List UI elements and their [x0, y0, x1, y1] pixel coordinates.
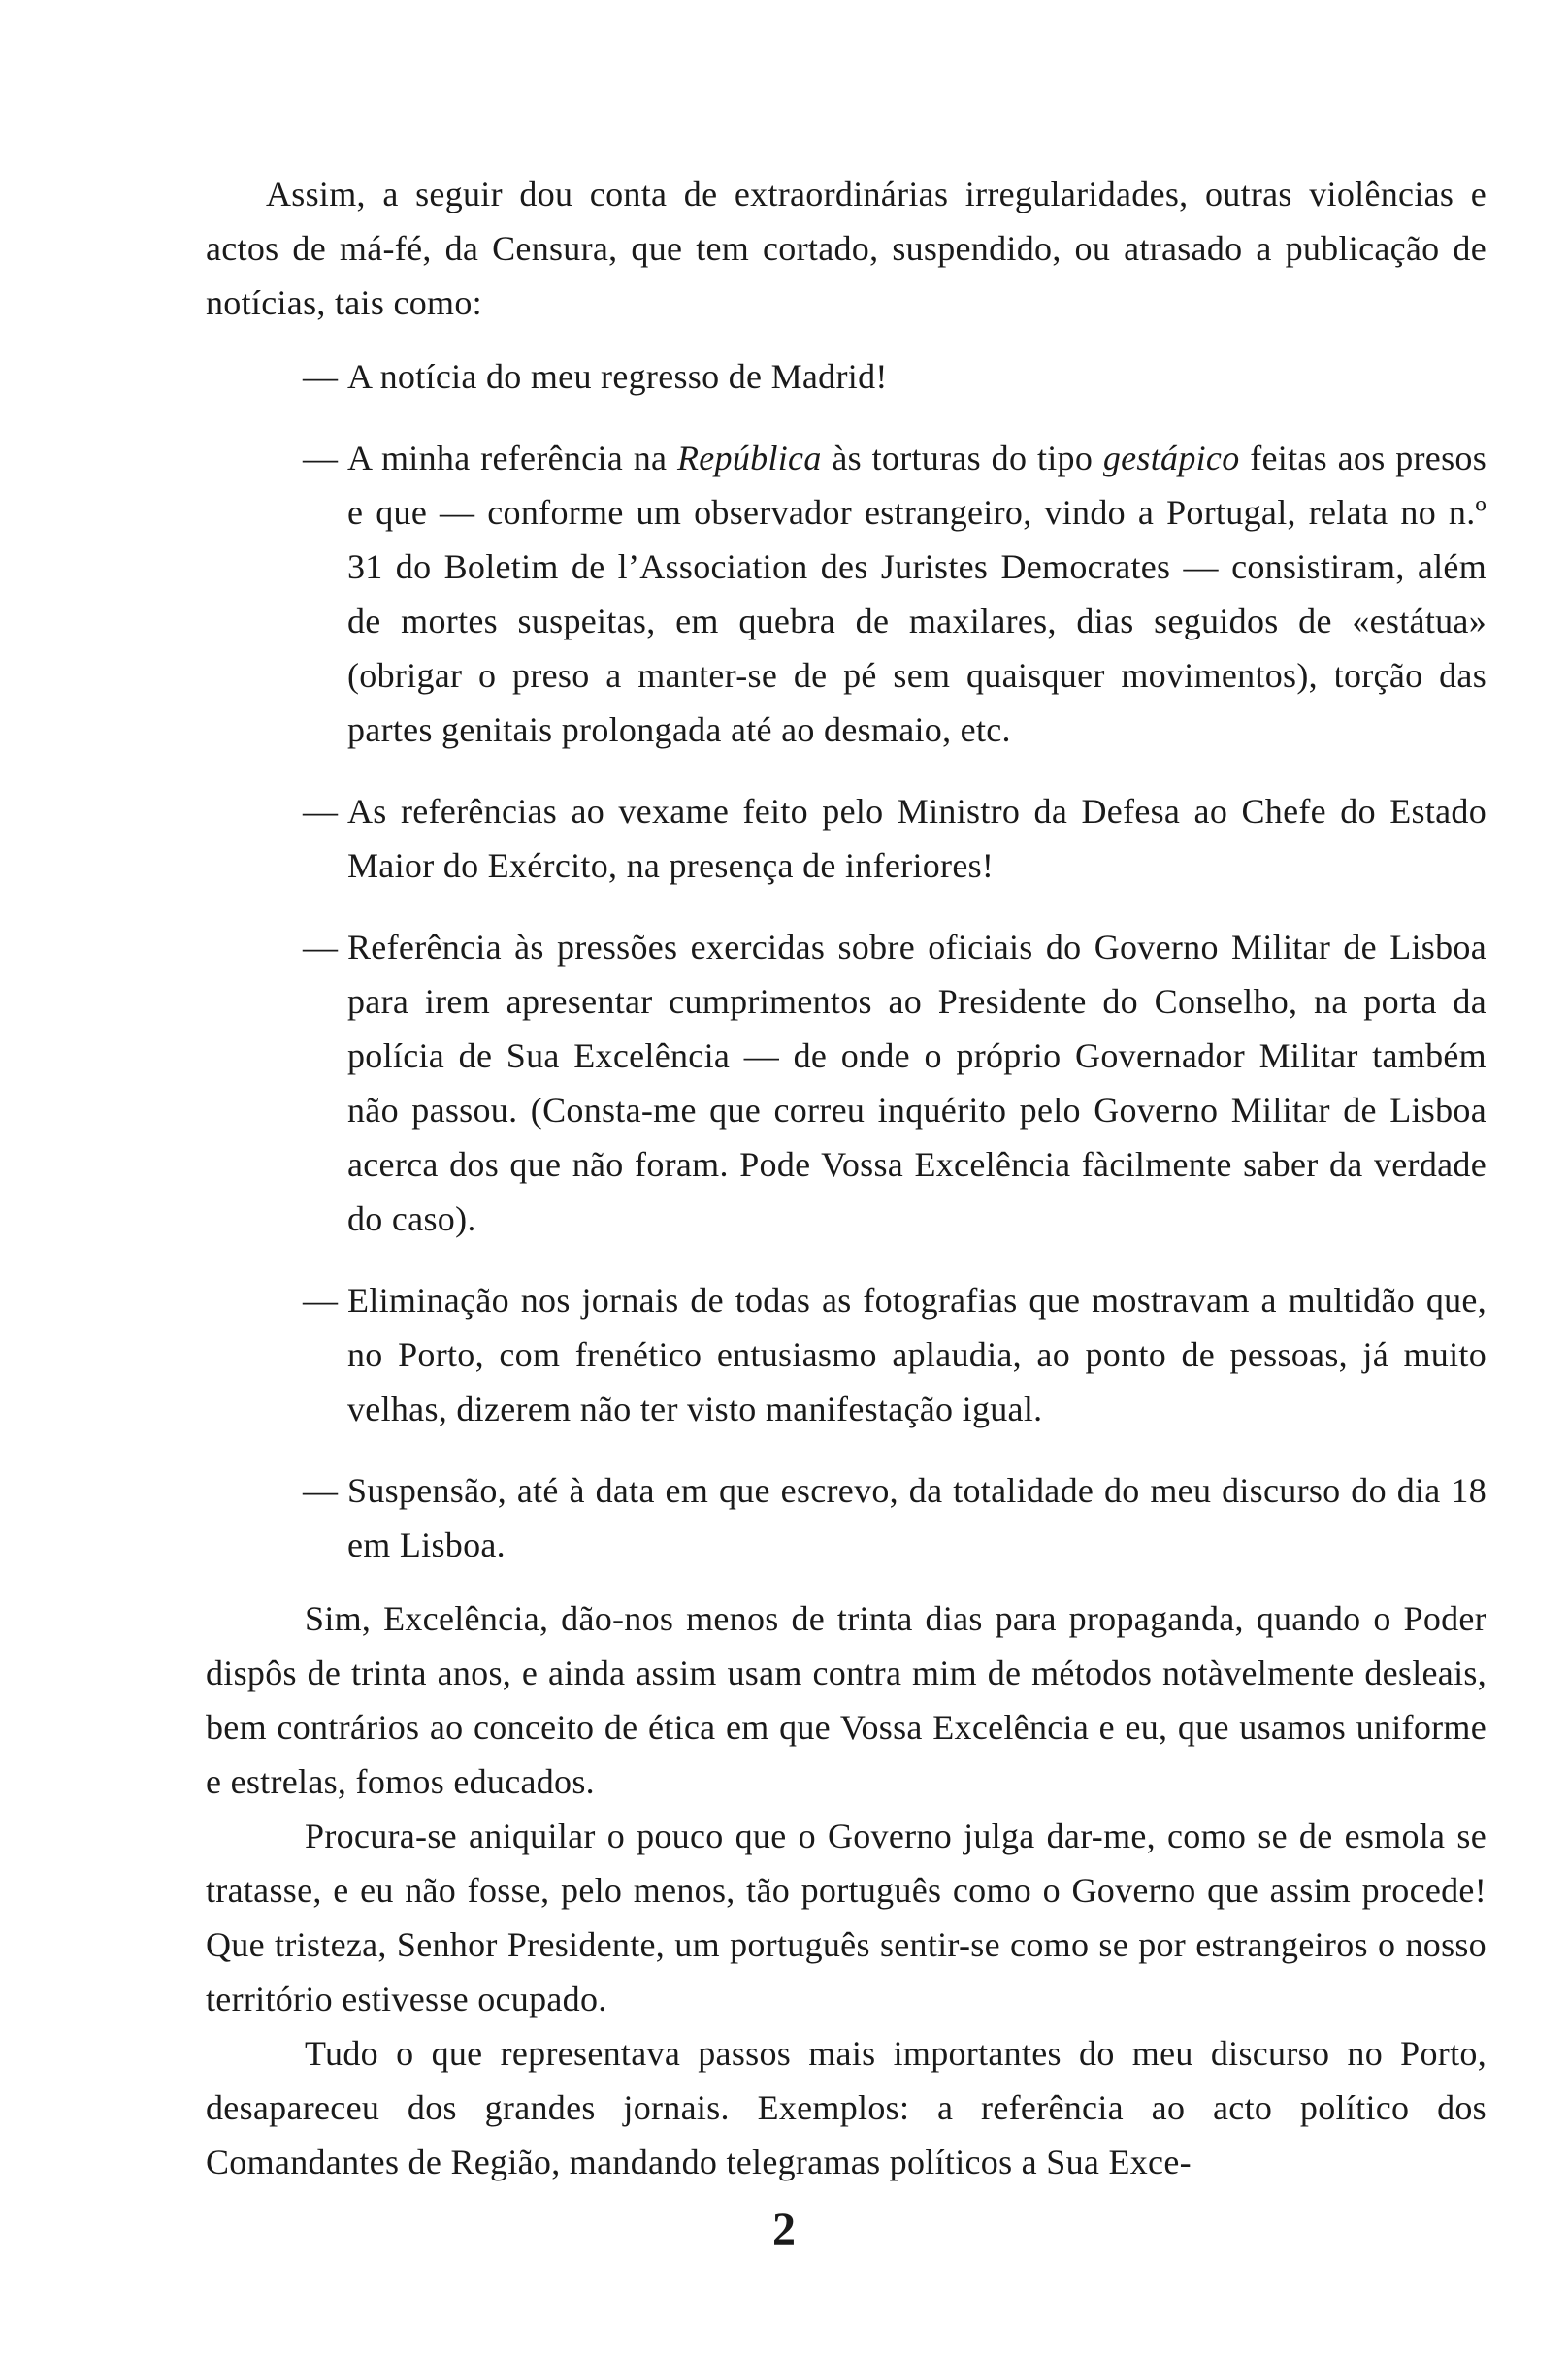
list-item — [206, 349, 1486, 404]
list-item-text: A notícia do meu regresso de Madrid! — [347, 357, 888, 396]
italic-term: gestápico — [1102, 439, 1240, 477]
list-item-text: Suspensão, até à data em que escrevo, da totalidade do meu discurso do dia 18 em Lisboa. — [347, 1471, 1486, 1564]
dash-marker: — — [303, 1471, 339, 1510]
list-item-text-end: feitas aos presos e que — conforme um observador estrangeiro, vindo a Portugal, relata no n.º 31 do Boletim de l’Association des Juristes Democrates — consistiram, além de mortes suspeitas, em quebra de maxilares, dias seguidos de «estátua» (obrigar o preso a manter-se de pé sem quaisquer movimentos), torção das partes genitais prolongada até ao desmaio, etc. — [347, 439, 1487, 749]
list-item — [206, 1463, 1486, 1572]
newspaper-title: República — [676, 439, 822, 477]
list-item-text-middle: às torturas do tipo — [821, 439, 1103, 477]
list-item-text: As referências ao vexame feito pelo Ministro da Defesa ao Chefe do Estado Maior do Exército, na presença de inferiores! — [347, 792, 1486, 885]
closing-paragraphs — [206, 1591, 1486, 2189]
list-item-text: Eliminação nos jornais de todas as fotografias que mostravam a multidão que, no Porto, com frenético entusiasmo aplaudia, ao ponto de pessoas, já muito velhas, dizerem não ter visto manifestação igual. — [347, 1281, 1486, 1428]
body-paragraph: Tudo o que representava passos mais importantes do meu discurso no Porto, desapareceu dos grandes jornais. Exemplos: a referência ao acto político dos Comandantes de Região, mandando telegramas políticos a Sua Exce- — [206, 2034, 1486, 2181]
list-item — [206, 431, 1486, 757]
list-item — [206, 784, 1486, 893]
list-item-text-start: A minha referência na — [347, 439, 677, 477]
dash-marker: — — [303, 357, 339, 396]
dash-marker: — — [303, 792, 339, 831]
dash-marker: — — [303, 439, 339, 477]
body-paragraph: Sim, Excelência, dão-nos menos de trinta dias para propaganda, quando o Poder dispôs de trinta anos, e ainda assim usam contra mim de métodos notàvelmente desleais, bem contrários ao conceito de ética em que Vossa Excelência e eu, que usamos uniforme e estrelas, fomos educados. — [206, 1599, 1486, 1801]
list-item-text: Referência às pressões exercidas sobre oficiais do Governo Militar de Lisboa para irem apresentar cumprimentos ao Presidente do Conselho, na porta da polícia de Sua Excelência — de onde o próprio Governador Militar também não passou. (Consta-me que correu inquérito pelo Governo Militar de Lisboa acerca dos que não foram. Pode Vossa Excelência fàcilmente saber da verdade do caso). — [347, 928, 1486, 1238]
intro-paragraph: Assim, a seguir dou conta de extraordinárias irregularidades, outras violências e actos de má-fé, da Censura, que tem cortado, suspendido, ou atrasado a publicação de notícias, tais como: — [206, 175, 1486, 322]
body-paragraph: Procura-se aniquilar o pouco que o Governo julga dar-me, como se de esmola se tratasse, e eu não fosse, pelo menos, tão português como o Governo que assim procede! Que tristeza, Senhor Presidente, um português sentir-se como se por estrangeiros o nosso território estivesse ocupado. — [206, 1817, 1486, 2018]
list-item — [206, 1273, 1486, 1436]
dash-marker: — — [303, 1281, 339, 1320]
intro-paragraph-block — [206, 167, 1486, 330]
dash-marker: — — [303, 928, 339, 967]
page-number: 2 — [772, 2204, 796, 2255]
censorship-list — [206, 349, 1486, 1599]
list-item — [206, 920, 1486, 1246]
